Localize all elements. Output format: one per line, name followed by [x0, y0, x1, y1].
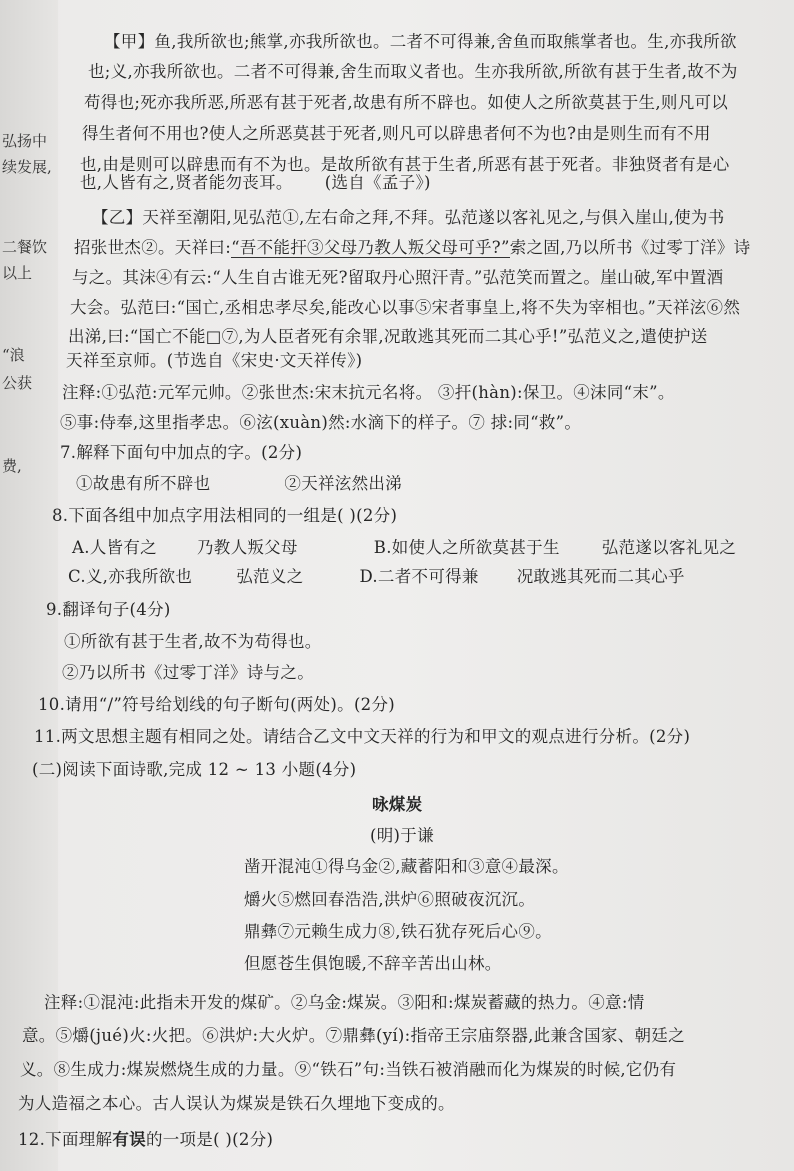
- passage-jia-line: 也;义,亦我所欲也。二者不可得兼,舍生而取义者也。生亦我所欲,所欲有甚于生者,故不为: [88, 62, 738, 81]
- margin-fragment: 费,: [2, 457, 22, 475]
- poem-line: 凿开混沌①得乌金②,藏蓄阳和③意④最深。: [244, 857, 569, 876]
- poem-line: 爝火⑤燃回春浩浩,洪炉⑥照破夜沉沉。: [244, 890, 536, 909]
- poem-line: 鼎彝⑦元赖生成力⑧,铁石犹存死后心⑨。: [244, 922, 552, 941]
- question-11: 11.两文思想主题有相同之处。请结合乙文中文天祥的行为和甲文的观点进行分析。(2分): [34, 727, 691, 746]
- question-9-item: ①所欲有甚于生者,故不为苟得也。: [64, 632, 322, 651]
- passage-yi-line: [74, 238, 750, 258]
- margin-fragment: 续发展,: [2, 158, 52, 176]
- question-10: 10.请用“/”符号给划线的句子断句(两处)。(2分): [38, 695, 396, 714]
- passage-jia-line: [80, 173, 431, 193]
- question-8: 8.下面各组中加点字用法相同的一组是( )(2分): [52, 506, 398, 525]
- underlined-sentence: “吾不能扞③父母乃教人叛父母可乎?”: [231, 238, 510, 257]
- question-9-item: ②乃以所书《过零丁洋》诗与之。: [62, 663, 314, 682]
- passage-yi-text: 招张世杰②。天祥曰:: [74, 238, 232, 257]
- margin-fragment: 二餐饮: [2, 238, 48, 256]
- passage-yi-line: 大会。弘范曰:“国亡,丞相忠孝尽矣,能改心以事⑤宋者事皇上,将不失为宰相也。”天祥泫⑥然: [70, 298, 741, 317]
- poem-annotation-line: 为人造福之本心。古人误认为煤炭是铁石久埋地下变成的。: [18, 1094, 455, 1113]
- poem-line: 但愿苍生俱饱暖,不辞辛苦出山林。: [244, 954, 502, 973]
- passage-jia-line: 得生者何不用也?使人之所恶莫甚于死者,则凡可以辟患者何不为也?由是则生而有不用: [82, 124, 711, 143]
- question-8-option-row: C.义,亦我所欲也 弘范义之 D.二者不可得兼 况敢逃其死而二其心乎: [68, 567, 685, 586]
- margin-fragment: “浪: [2, 346, 25, 364]
- poem-title: 咏煤炭: [372, 795, 423, 814]
- passage-yi-line: 与之。其沫④有云:“人生自古谁无死?留取丹心照汗青。”弘范笑而置之。崖山破,军中置酒: [72, 268, 724, 287]
- passage-yi-line: 【乙】天祥至潮阳,见弘范①,左右命之拜,不拜。弘范遂以客礼见之,与俱入崖山,使为书: [92, 208, 725, 227]
- question-12: 12.下面理解有误的一项是( )(2分): [18, 1130, 274, 1149]
- question-9: 9.翻译句子(4分): [46, 600, 171, 619]
- emphasis-wrong: 有误: [112, 1130, 146, 1149]
- question-8-option-row: A.人皆有之 乃教人叛父母 B.如使人之所欲莫甚于生 弘范遂以客礼见之: [72, 538, 737, 557]
- margin-fragment: 公获: [2, 374, 33, 392]
- question-7-item: ①故患有所不辟也 ②天祥泫然出涕: [76, 474, 403, 493]
- source-mengzi: (选自《孟子》): [324, 173, 431, 192]
- passage-jia-line: 【甲】鱼,我所欲也;熊掌,亦我所欲也。二者不可得兼,舍鱼而取熊掌者也。生,亦我所欲: [104, 32, 737, 51]
- passage-jia-line: 苟得也;死亦我所恶,所恶有甚于死者,故患有所不辟也。如使人之所欲莫甚于生,则凡可以: [84, 93, 729, 112]
- margin-fragment: 弘扬中: [2, 132, 48, 150]
- section-2-heading: (二)阅读下面诗歌,完成 12 ~ 13 小题(4分): [32, 760, 357, 779]
- margin-fragment: 以上: [2, 264, 33, 282]
- question-7: 7.解释下面句中加点的字。(2分): [60, 443, 303, 462]
- poem-annotation-line: 注释:①混沌:此指未开发的煤矿。②乌金:煤炭。③阳和:煤炭蓄藏的热力。④意:情: [44, 993, 645, 1012]
- passage-jia-line: 也,由是则可以辟患而有不为也。是故所欲有甚于生者,所恶有甚于死者。非独贤者有是心: [80, 155, 730, 174]
- passage-jia-end: 也,人皆有之,贤者能勿丧耳。: [80, 173, 293, 192]
- poem-annotation-line: 意。⑤爝(jué)火:火把。⑥洪炉:大火炉。⑦鼎彝(yí):指帝王宗庙祭器,此兼含国家、朝廷之: [22, 1026, 685, 1045]
- poem-author: (明)于谦: [370, 826, 434, 845]
- annotation-line: ⑤事:侍奉,这里指孝忠。⑥泫(xuàn)然:水滴下的样子。⑦ 捄:同“救”。: [60, 413, 582, 432]
- annotation-line: 注释:①弘范:元军元帅。②张世杰:宋末抗元名将。 ③扞(hàn):保卫。④沫同“末”。: [62, 383, 675, 402]
- passage-yi-text: 索之固,乃以所书《过零丁洋》诗: [509, 238, 751, 257]
- passage-yi-line: 天祥至京师。(节选自《宋史·文天祥传》): [66, 351, 363, 370]
- passage-yi-line: 出涕,曰:“国亡不能□⑦,为人臣者死有余罪,况敢逃其死而二其心乎!”弘范义之,遣使护送: [68, 327, 708, 346]
- poem-annotation-line: 义。⑧生成力:煤炭燃烧生成的力量。⑨“铁石”句:当铁石被消融而化为煤炭的时候,它仍有: [20, 1060, 677, 1079]
